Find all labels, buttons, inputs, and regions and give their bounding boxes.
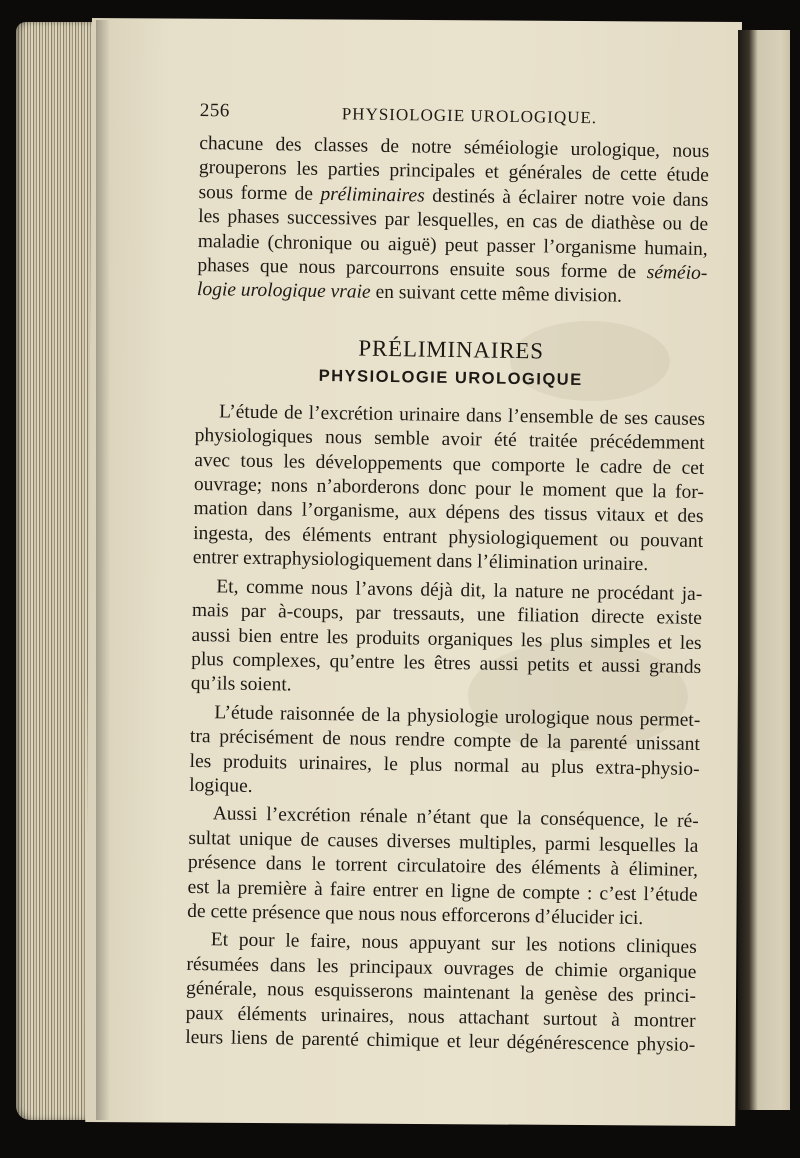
text-line: maladie (chronique ou aiguë) peut passer l’organisme humain, <box>197 230 708 260</box>
text-line: les produits urinaires, le plus normal au plus extra-physio- <box>189 750 700 780</box>
text-line: L’étude de l’excrétion urinaire dans l’ensemble de ses causes <box>218 401 706 430</box>
italic-term: séméio- <box>646 262 708 285</box>
text-line: de cette présence que nous nous efforcerons d’élucider ici. <box>187 900 644 930</box>
text-line: qu’ils soient. <box>190 673 292 696</box>
text-line: logique. <box>189 774 253 797</box>
running-title: PHYSIOLOGIE UROLOGIQUE. <box>341 104 598 128</box>
section-title: PRÉLIMINAIRES <box>358 335 545 364</box>
text-line: plus complexes, qu’entre les êtres aussi petits et aussi grands <box>191 648 702 678</box>
text-line: tra précisément de nous rendre compte de la parenté unissant <box>189 726 701 756</box>
italic-term: préliminaires <box>320 183 425 207</box>
italic-term: logie urologique vraie <box>196 279 371 304</box>
text-line: entrer extraphysiologiquement dans l’élimination urinaire. <box>192 547 649 576</box>
body-paragraph <box>189 701 700 807</box>
text-line: physiologiques nous semble avoir été traitée précédemment <box>194 425 705 455</box>
text-line: avec tous les développements que comporte le cadre de cet <box>194 449 705 479</box>
text-line: aussi bien entre les produits organiques les plus simples et les <box>191 624 702 654</box>
body-paragraph <box>191 575 703 705</box>
text-run: sous forme de <box>198 181 321 205</box>
text-line: les phases successives par lesquelles, en cas de diathèse ou de <box>198 206 709 236</box>
text-line: ingesta, des éléments entrant physiologiquement ou pouvant <box>193 522 704 552</box>
text-line: mation dans l’organisme, aux dépens des tissus vitaux et des <box>193 498 704 528</box>
text-line: Et pour le faire, nous appuyant sur les notions cliniques <box>210 929 697 959</box>
text-line: leurs liens de parenté chimique et leur dégénérescence physio- <box>185 1026 696 1056</box>
body-paragraph <box>185 928 697 1058</box>
page-content <box>185 100 710 1058</box>
text-line: paux éléments urinaires, nous attachant surtout à montrer <box>185 1002 696 1032</box>
intro-paragraph <box>197 132 710 311</box>
text-line: Aussi l’excrétion rénale n’étant que la conséquence, le ré- <box>212 803 699 833</box>
text-line: est la première à faire entrer en ligne de compte : c’est l’étude <box>187 876 698 906</box>
text-line: grouperons les parties principales et générales de cette étude <box>198 157 710 187</box>
body-paragraph <box>193 400 706 579</box>
text-line: ouvrage; nons n’aborderons donc pour le moment que la for- <box>193 474 705 504</box>
page-edge-shadow <box>96 20 110 1120</box>
text-run: en suivant cette même division. <box>370 282 623 308</box>
page-number: 256 <box>199 100 230 122</box>
text-run: phases que nous parcourrons ensuite sous forme de <box>197 255 647 284</box>
background-edge <box>790 30 800 1110</box>
text-line: résumées dans les principaux ouvrages de chimie organique <box>186 953 697 983</box>
text-line: chacune des classes de notre séméiologie urologique, nous <box>199 132 710 163</box>
section-subtitle: PHYSIOLOGIE UROLOGIQUE <box>318 366 583 389</box>
text-line: générale, nous esquisserons maintenant la genèse des princi- <box>185 978 697 1008</box>
body-paragraph <box>187 802 699 932</box>
text-run: destinés à éclairer notre voie dans <box>424 185 709 211</box>
text-line: mais par à-coups, par tressauts, une filiation directe existe <box>191 600 703 630</box>
text-line: sultat unique de causes diverses multiples, parmi lesquelles la <box>188 827 699 857</box>
text-line: L’étude raisonnée de la physiologie urologique nous permet- <box>214 702 701 731</box>
text-line: Et, comme nous l’avons déjà dit, la nature ne procédant ja- <box>216 576 703 605</box>
text-line: présence dans le torrent circulatoire des éléments à éliminer, <box>187 852 699 882</box>
